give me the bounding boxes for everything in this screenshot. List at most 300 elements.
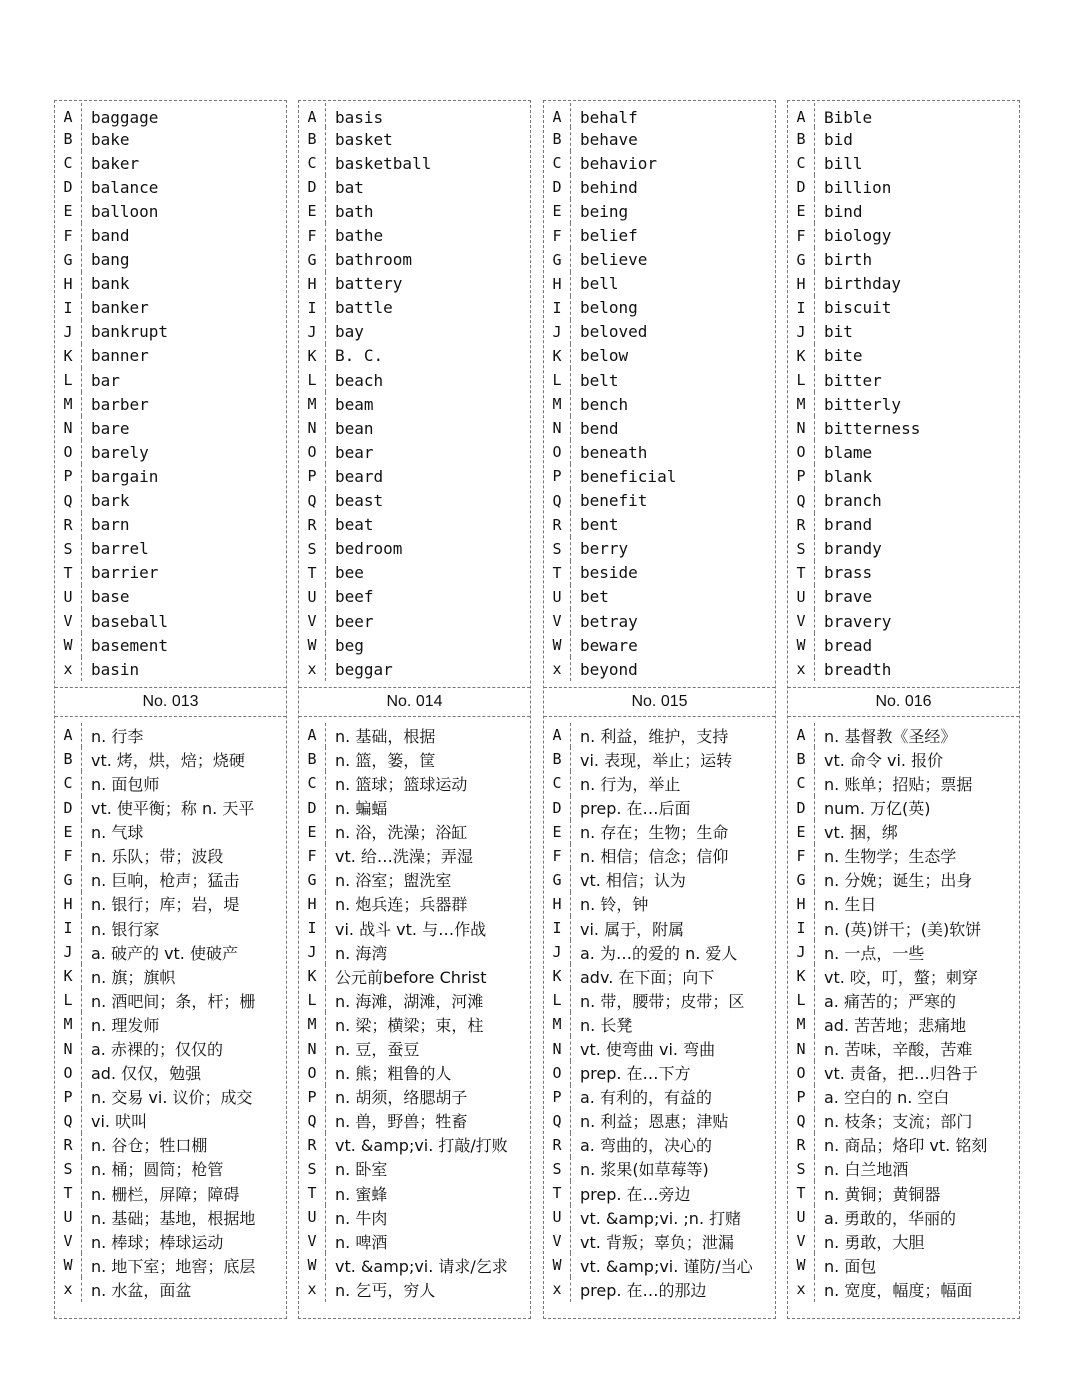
- row-letter: C: [299, 151, 326, 175]
- definition-text: n. 一点，一些: [824, 943, 925, 963]
- row-letter: x: [55, 657, 82, 681]
- word-row: [544, 175, 775, 199]
- definition-text: n. 宽度，幅度；幅面: [824, 1280, 973, 1300]
- definition-text: vt. &amp;vi. 请求/乞求: [335, 1256, 508, 1276]
- row-letter: F: [299, 844, 326, 868]
- word-text: basement: [91, 635, 169, 655]
- row-letter: M: [788, 1012, 815, 1036]
- row-letter: K: [544, 344, 571, 368]
- word-text: beggar: [335, 659, 393, 679]
- row-letter: J: [544, 940, 571, 964]
- row-letter: E: [55, 199, 82, 223]
- definition-text: n. 基督教《圣经》: [824, 726, 957, 746]
- row-letter: F: [788, 223, 815, 247]
- card-number: No. 016: [788, 687, 1019, 717]
- definition-text: a. 赤裸的；仅仅的: [91, 1040, 223, 1060]
- definition-text: n. 行为，举止: [580, 774, 681, 794]
- row-letter: A: [544, 723, 571, 747]
- definition-row: [55, 964, 286, 988]
- definition-row: [299, 747, 530, 771]
- word-row: [55, 344, 286, 368]
- word-text: bill: [824, 153, 863, 173]
- definition-row: [544, 723, 775, 747]
- row-letter: I: [544, 916, 571, 940]
- definition-row: [299, 844, 530, 868]
- word-row: [299, 320, 530, 344]
- word-text: barrier: [91, 563, 159, 583]
- word-row: [299, 489, 530, 513]
- row-letter: J: [788, 320, 815, 344]
- word-row: [544, 248, 775, 272]
- definition-row: [544, 747, 775, 771]
- row-letter: M: [544, 1012, 571, 1036]
- word-row: [299, 344, 530, 368]
- word-text: basis: [335, 107, 384, 127]
- word-text: band: [91, 226, 130, 246]
- word-text: bitter: [824, 370, 882, 390]
- word-row: [544, 127, 775, 151]
- row-letter: D: [55, 175, 82, 199]
- definition-row: [55, 868, 286, 892]
- definition-text: vt. 背叛；辜负；泄漏: [580, 1232, 734, 1252]
- row-letter: B: [788, 127, 815, 151]
- word-row: [544, 416, 775, 440]
- word-text: brass: [824, 563, 873, 583]
- definition-row: [544, 1181, 775, 1205]
- row-letter: S: [544, 537, 571, 561]
- word-text: believe: [580, 250, 648, 270]
- row-letter: V: [55, 1229, 82, 1253]
- definition-row: [299, 1157, 530, 1181]
- word-text: beam: [335, 394, 374, 414]
- row-letter: G: [55, 868, 82, 892]
- definition-text: n. 篮球；篮球运动: [335, 774, 468, 794]
- word-text: B. C.: [335, 346, 384, 366]
- definition-text: n. 胡须，络腮胡子: [335, 1088, 468, 1108]
- word-text: bread: [824, 635, 873, 655]
- row-letter: F: [544, 223, 571, 247]
- definition-row: [788, 1253, 1019, 1277]
- row-letter: U: [544, 1205, 571, 1229]
- definition-text: n. 分娩；诞生；出身: [824, 871, 973, 891]
- word-text: behalf: [580, 107, 638, 127]
- definition-text: prep. 在…下方: [580, 1064, 691, 1084]
- word-text: beside: [580, 563, 638, 583]
- word-row: [55, 416, 286, 440]
- word-row: [299, 151, 530, 175]
- definition-text: n. (英)饼干；(美)软饼: [824, 919, 982, 939]
- vocab-card: [787, 100, 1020, 1319]
- row-letter: A: [299, 103, 326, 127]
- word-row: [55, 392, 286, 416]
- definition-text: n. 啤酒: [335, 1232, 388, 1252]
- row-letter: U: [55, 585, 82, 609]
- word-text: biscuit: [824, 298, 892, 318]
- row-letter: A: [55, 103, 82, 127]
- definition-row: [299, 1036, 530, 1060]
- word-text: beneficial: [580, 466, 677, 486]
- definition-row: [544, 940, 775, 964]
- row-letter: Q: [544, 489, 571, 513]
- definition-text: n. 蝙蝠: [335, 799, 388, 819]
- word-row: [544, 199, 775, 223]
- row-letter: P: [299, 464, 326, 488]
- definition-row: [55, 916, 286, 940]
- definition-text: n. 蜜蜂: [335, 1184, 388, 1204]
- word-text: bang: [91, 250, 130, 270]
- definition-text: n. 海湾: [335, 943, 388, 963]
- row-letter: W: [788, 633, 815, 657]
- row-letter: I: [299, 916, 326, 940]
- word-text: beloved: [580, 322, 648, 342]
- word-row: [299, 440, 530, 464]
- word-text: bell: [580, 274, 619, 294]
- definition-text: n. 苦味，辛酸，苦难: [824, 1040, 973, 1060]
- row-letter: F: [544, 844, 571, 868]
- word-text: basin: [91, 659, 140, 679]
- row-letter: B: [788, 747, 815, 771]
- row-letter: S: [299, 1157, 326, 1181]
- row-letter: G: [299, 248, 326, 272]
- row-letter: W: [299, 1253, 326, 1277]
- word-text: blame: [824, 442, 873, 462]
- row-letter: R: [788, 1133, 815, 1157]
- row-letter: Q: [55, 489, 82, 513]
- definition-row: [299, 1205, 530, 1229]
- word-row: [299, 127, 530, 151]
- definition-text: vi. 表现，举止；运转: [580, 750, 733, 770]
- definition-row: [299, 868, 530, 892]
- word-row: [544, 344, 775, 368]
- definition-text: vt. 责备，把…归咎于: [824, 1064, 978, 1084]
- word-text: bear: [335, 442, 374, 462]
- row-letter: E: [788, 199, 815, 223]
- row-letter: O: [299, 440, 326, 464]
- word-row: [55, 296, 286, 320]
- word-text: beer: [335, 611, 374, 631]
- word-text: bite: [824, 346, 863, 366]
- definition-row: [299, 1085, 530, 1109]
- word-row: [788, 127, 1019, 151]
- definition-text: num. 万亿(英): [824, 799, 931, 819]
- definition-row: [544, 1205, 775, 1229]
- word-text: branch: [824, 491, 882, 511]
- definition-text: n. 熊；粗鲁的人: [335, 1064, 452, 1084]
- definition-text: vt. &amp;vi. 打敲/打败: [335, 1136, 508, 1156]
- row-letter: Q: [299, 1109, 326, 1133]
- row-letter: B: [299, 127, 326, 151]
- definition-row: [55, 1061, 286, 1085]
- row-letter: U: [299, 585, 326, 609]
- row-letter: F: [788, 844, 815, 868]
- row-letter: R: [299, 1133, 326, 1157]
- row-letter: N: [299, 416, 326, 440]
- definition-text: a. 破产的 vt. 使破产: [91, 943, 238, 963]
- row-letter: U: [299, 1205, 326, 1229]
- row-letter: M: [544, 392, 571, 416]
- word-row: [544, 537, 775, 561]
- row-letter: Q: [544, 1109, 571, 1133]
- word-row: [55, 513, 286, 537]
- row-letter: T: [544, 561, 571, 585]
- definition-text: n. 兽，野兽；牲畜: [335, 1112, 468, 1132]
- definition-row: [544, 988, 775, 1012]
- row-letter: D: [299, 175, 326, 199]
- word-text: bravery: [824, 611, 892, 631]
- definition-text: n. 浴室；盥洗室: [335, 871, 452, 891]
- row-letter: W: [55, 633, 82, 657]
- row-letter: O: [55, 440, 82, 464]
- word-row: [55, 489, 286, 513]
- word-text: barber: [91, 394, 149, 414]
- word-row: [788, 416, 1019, 440]
- word-row: [544, 609, 775, 633]
- row-letter: N: [55, 1036, 82, 1060]
- row-letter: L: [55, 988, 82, 1012]
- word-row: [55, 248, 286, 272]
- definition-row: [55, 1277, 286, 1301]
- definition-row: [544, 1229, 775, 1253]
- row-letter: J: [788, 940, 815, 964]
- definition-row: [788, 796, 1019, 820]
- row-letter: H: [299, 272, 326, 296]
- row-letter: L: [299, 368, 326, 392]
- definition-text: vi. 吠叫: [91, 1112, 148, 1132]
- word-row: [299, 199, 530, 223]
- word-text: beat: [335, 515, 374, 535]
- word-row: [544, 368, 775, 392]
- word-text: beneath: [580, 442, 648, 462]
- word-row: [299, 392, 530, 416]
- definition-text: n. 生物学；生态学: [824, 847, 957, 867]
- definition-row: [299, 1133, 530, 1157]
- word-row: [788, 103, 1019, 127]
- word-row: [55, 103, 286, 127]
- definition-text: n. 棒球；棒球运动: [91, 1232, 224, 1252]
- card-number: No. 014: [299, 687, 530, 717]
- word-text: beard: [335, 466, 384, 486]
- word-row: [788, 320, 1019, 344]
- word-row: [55, 223, 286, 247]
- row-letter: H: [55, 272, 82, 296]
- row-letter: L: [544, 368, 571, 392]
- word-text: barrel: [91, 539, 149, 559]
- word-row: [299, 537, 530, 561]
- word-text: birthday: [824, 274, 902, 294]
- definition-text: n. 谷仓；牲口棚: [91, 1136, 208, 1156]
- row-letter: L: [299, 988, 326, 1012]
- row-letter: C: [544, 771, 571, 795]
- definition-row: [544, 796, 775, 820]
- definition-row: [544, 771, 775, 795]
- definition-text: ad. 苦苦地；悲痛地: [824, 1015, 967, 1035]
- definition-row: [788, 1157, 1019, 1181]
- definition-row: [299, 1277, 530, 1301]
- word-row: [299, 416, 530, 440]
- definition-text: n. 账单；招贴；票据: [824, 774, 973, 794]
- word-row: [299, 464, 530, 488]
- word-text: beast: [335, 491, 384, 511]
- word-row: [544, 103, 775, 127]
- word-row: [544, 151, 775, 175]
- row-letter: K: [55, 964, 82, 988]
- row-letter: W: [544, 633, 571, 657]
- row-letter: O: [544, 440, 571, 464]
- definition-text: n. 乐队；带；波段: [91, 847, 224, 867]
- row-letter: x: [544, 657, 571, 681]
- row-letter: W: [299, 633, 326, 657]
- row-letter: N: [55, 416, 82, 440]
- word-text: bankrupt: [91, 322, 169, 342]
- definition-text: n. 篮，篓，筐: [335, 750, 436, 770]
- definition-text: n. 银行家: [91, 919, 160, 939]
- row-letter: O: [788, 1061, 815, 1085]
- word-row: [55, 175, 286, 199]
- word-text: bar: [91, 370, 120, 390]
- row-letter: J: [544, 320, 571, 344]
- word-row: [55, 657, 286, 681]
- definition-row: [299, 723, 530, 747]
- row-letter: P: [544, 464, 571, 488]
- word-row: [299, 513, 530, 537]
- definition-text: vt. 相信；认为: [580, 871, 686, 891]
- definition-row: [55, 1109, 286, 1133]
- definition-row: [544, 1061, 775, 1085]
- row-letter: S: [299, 537, 326, 561]
- word-row: [544, 489, 775, 513]
- word-row: [299, 296, 530, 320]
- definition-row: [788, 1036, 1019, 1060]
- row-letter: P: [544, 1085, 571, 1109]
- word-row: [299, 633, 530, 657]
- row-letter: G: [55, 248, 82, 272]
- definition-row: [299, 1061, 530, 1085]
- row-letter: x: [55, 1277, 82, 1301]
- row-letter: L: [544, 988, 571, 1012]
- row-letter: M: [788, 392, 815, 416]
- definition-text: a. 有利的，有益的: [580, 1088, 712, 1108]
- word-text: biology: [824, 226, 892, 246]
- word-text: bedroom: [335, 539, 403, 559]
- definition-text: n. 基础，根据: [335, 726, 436, 746]
- row-letter: Q: [299, 489, 326, 513]
- row-letter: S: [544, 1157, 571, 1181]
- definition-text: n. 浴，洗澡；浴缸: [335, 823, 468, 843]
- row-letter: I: [544, 296, 571, 320]
- definition-row: [788, 940, 1019, 964]
- row-letter: L: [788, 988, 815, 1012]
- word-row: [55, 464, 286, 488]
- row-letter: D: [788, 175, 815, 199]
- word-row: [55, 633, 286, 657]
- definition-row: [544, 868, 775, 892]
- word-text: bargain: [91, 466, 159, 486]
- definition-row: [299, 1253, 530, 1277]
- definition-text: vi. 战斗 vt. 与…作战: [335, 919, 487, 939]
- row-letter: J: [299, 320, 326, 344]
- row-letter: N: [544, 416, 571, 440]
- row-letter: S: [788, 537, 815, 561]
- definition-row: [544, 1012, 775, 1036]
- row-letter: R: [544, 513, 571, 537]
- definition-row: [299, 964, 530, 988]
- word-row: [544, 464, 775, 488]
- row-letter: E: [544, 199, 571, 223]
- word-text: baseball: [91, 611, 169, 631]
- row-letter: S: [55, 1157, 82, 1181]
- word-text: baggage: [91, 107, 159, 127]
- definition-text: n. 豆，蚕豆: [335, 1040, 420, 1060]
- word-text: blank: [824, 466, 873, 486]
- row-letter: P: [788, 1085, 815, 1109]
- definition-text: n. 基础；基地，根据地: [91, 1208, 256, 1228]
- definition-row: [544, 1253, 775, 1277]
- row-letter: F: [55, 223, 82, 247]
- definition-text: n. 白兰地酒: [824, 1160, 909, 1180]
- definition-text: n. 地下室；地窖；底层: [91, 1256, 256, 1276]
- word-row: [299, 561, 530, 585]
- row-letter: C: [788, 151, 815, 175]
- word-row: [544, 657, 775, 681]
- definition-text: n. 银行；库；岩，堤: [91, 895, 240, 915]
- word-text: bench: [580, 394, 629, 414]
- word-row: [788, 296, 1019, 320]
- word-row: [299, 585, 530, 609]
- row-letter: O: [55, 1061, 82, 1085]
- word-row: [788, 609, 1019, 633]
- definition-text: n. 海滩，湖滩，河滩: [335, 991, 484, 1011]
- definition-row: [55, 1229, 286, 1253]
- word-row: [299, 368, 530, 392]
- word-text: below: [580, 346, 629, 366]
- row-letter: W: [55, 1253, 82, 1277]
- row-letter: H: [299, 892, 326, 916]
- definition-text: n. 勇敢，大胆: [824, 1232, 925, 1252]
- definition-text: n. 商品；烙印 vt. 铭刻: [824, 1136, 988, 1156]
- definition-text: n. 桶；圆筒；枪管: [91, 1160, 224, 1180]
- word-text: brandy: [824, 539, 882, 559]
- row-letter: Q: [55, 1109, 82, 1133]
- word-row: [788, 464, 1019, 488]
- definition-text: n. 水盆，面盆: [91, 1280, 192, 1300]
- definition-text: prep. 在…的那边: [580, 1280, 707, 1300]
- row-letter: K: [788, 344, 815, 368]
- definition-text: n. 浆果(如草莓等): [580, 1160, 709, 1180]
- row-letter: N: [788, 1036, 815, 1060]
- word-row: [544, 585, 775, 609]
- word-text: base: [91, 587, 130, 607]
- row-letter: A: [788, 723, 815, 747]
- row-letter: K: [299, 964, 326, 988]
- definition-text: n. 面包师: [91, 774, 160, 794]
- definition-text: 公元前before Christ: [335, 967, 487, 987]
- row-letter: U: [544, 585, 571, 609]
- row-letter: D: [544, 796, 571, 820]
- row-letter: G: [788, 248, 815, 272]
- definition-row: [55, 988, 286, 1012]
- word-text: behavior: [580, 153, 658, 173]
- row-letter: C: [788, 771, 815, 795]
- word-text: bid: [824, 129, 853, 149]
- definition-row: [299, 916, 530, 940]
- word-text: billion: [824, 177, 892, 197]
- word-row: [788, 248, 1019, 272]
- row-letter: T: [55, 561, 82, 585]
- word-row: [299, 657, 530, 681]
- word-text: barn: [91, 515, 130, 535]
- word-row: [544, 392, 775, 416]
- definition-row: [788, 1205, 1019, 1229]
